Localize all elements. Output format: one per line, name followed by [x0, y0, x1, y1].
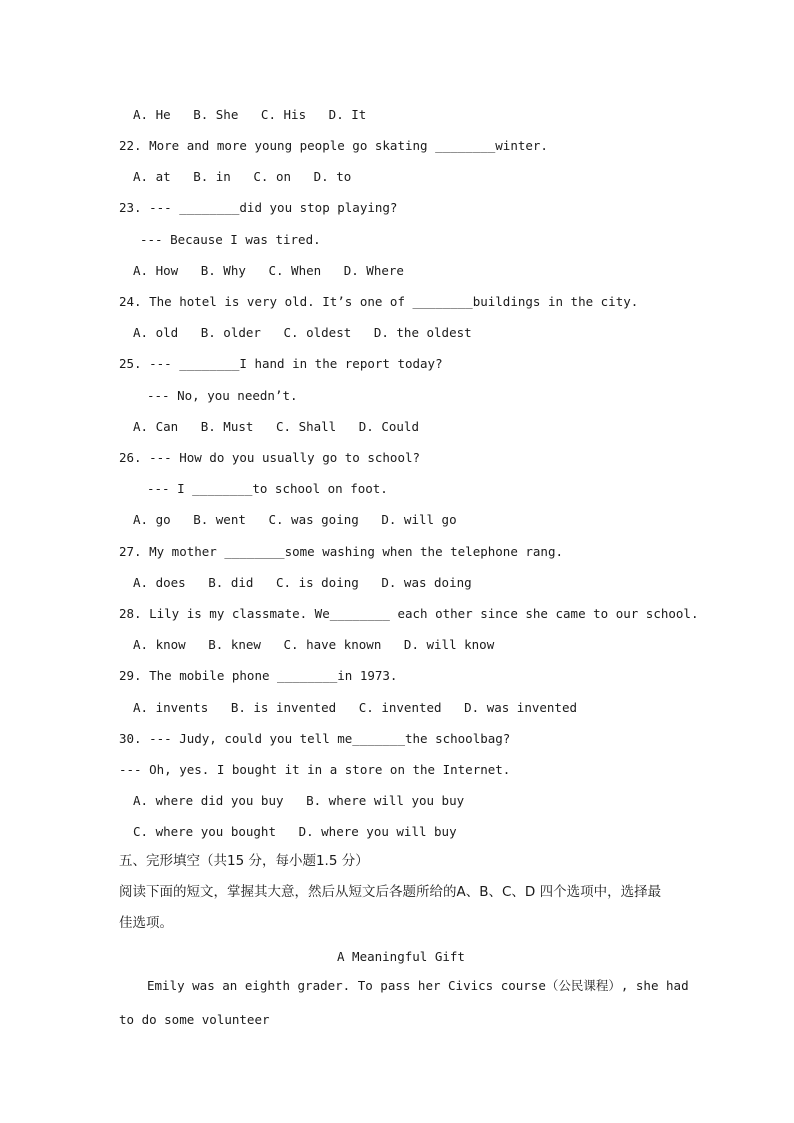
passage-line-1: Emily was an eighth grader. To pass her Civics course（公民课程）, she had: [147, 978, 689, 993]
section-five-instructions-cont: 佳选项。: [119, 915, 173, 931]
q29-options: A. invents B. is invented C. invented D. was invented: [133, 700, 578, 715]
q25-reply: --- No, you needn’t.: [147, 388, 298, 403]
q26-question: 26. --- How do you usually go to school?: [119, 450, 421, 465]
passage-title: A Meaningful Gift: [337, 949, 465, 964]
q30-options-cd: C. where you bought D. where you will buy: [133, 824, 457, 839]
q24-question: 24. The hotel is very old. It’s one of ________buildings in the city.: [119, 294, 639, 309]
q30-options-ab: A. where did you buy B. where will you buy: [133, 793, 465, 808]
section-five-instructions: 阅读下面的短文，掌握其大意，然后从短文后各题所给的A、B、C、D 四个选项中，选择最: [119, 884, 662, 900]
q30-reply: --- Oh, yes. I bought it in a store on the Internet.: [119, 762, 511, 777]
q22-question: 22. More and more young people go skating ________winter.: [119, 138, 548, 153]
q27-question: 27. My mother ________some washing when the telephone rang.: [119, 544, 564, 559]
q23-reply: --- Because I was tired.: [140, 232, 321, 247]
q24-options: A. old B. older C. oldest D. the oldest: [133, 325, 472, 340]
section-five-heading: 五、完形填空（共15 分，每小题1.5 分）: [119, 853, 369, 869]
q28-options: A. know B. knew C. have known D. will know: [133, 637, 495, 652]
q30-question: 30. --- Judy, could you tell me_______the schoolbag?: [119, 731, 511, 746]
q26-reply: --- I ________to school on foot.: [147, 481, 388, 496]
q28-question: 28. Lily is my classmate. We________ each other since she came to our school.: [119, 606, 699, 621]
q27-options: A. does B. did C. is doing D. was doing: [133, 575, 472, 590]
q22-options: A. at B. in C. on D. to: [133, 169, 352, 184]
q23-question: 23. --- ________did you stop playing?: [119, 200, 398, 215]
q25-question: 25. --- ________I hand in the report today?: [119, 356, 443, 371]
q26-options: A. go B. went C. was going D. will go: [133, 512, 457, 527]
q29-question: 29. The mobile phone ________in 1973.: [119, 668, 398, 683]
q21-options: A. He B. She C. His D. It: [133, 107, 367, 122]
passage-line-2: to do some volunteer: [119, 1012, 270, 1027]
q23-options: A. How B. Why C. When D. Where: [133, 263, 404, 278]
q25-options: A. Can B. Must C. Shall D. Could: [133, 419, 419, 434]
